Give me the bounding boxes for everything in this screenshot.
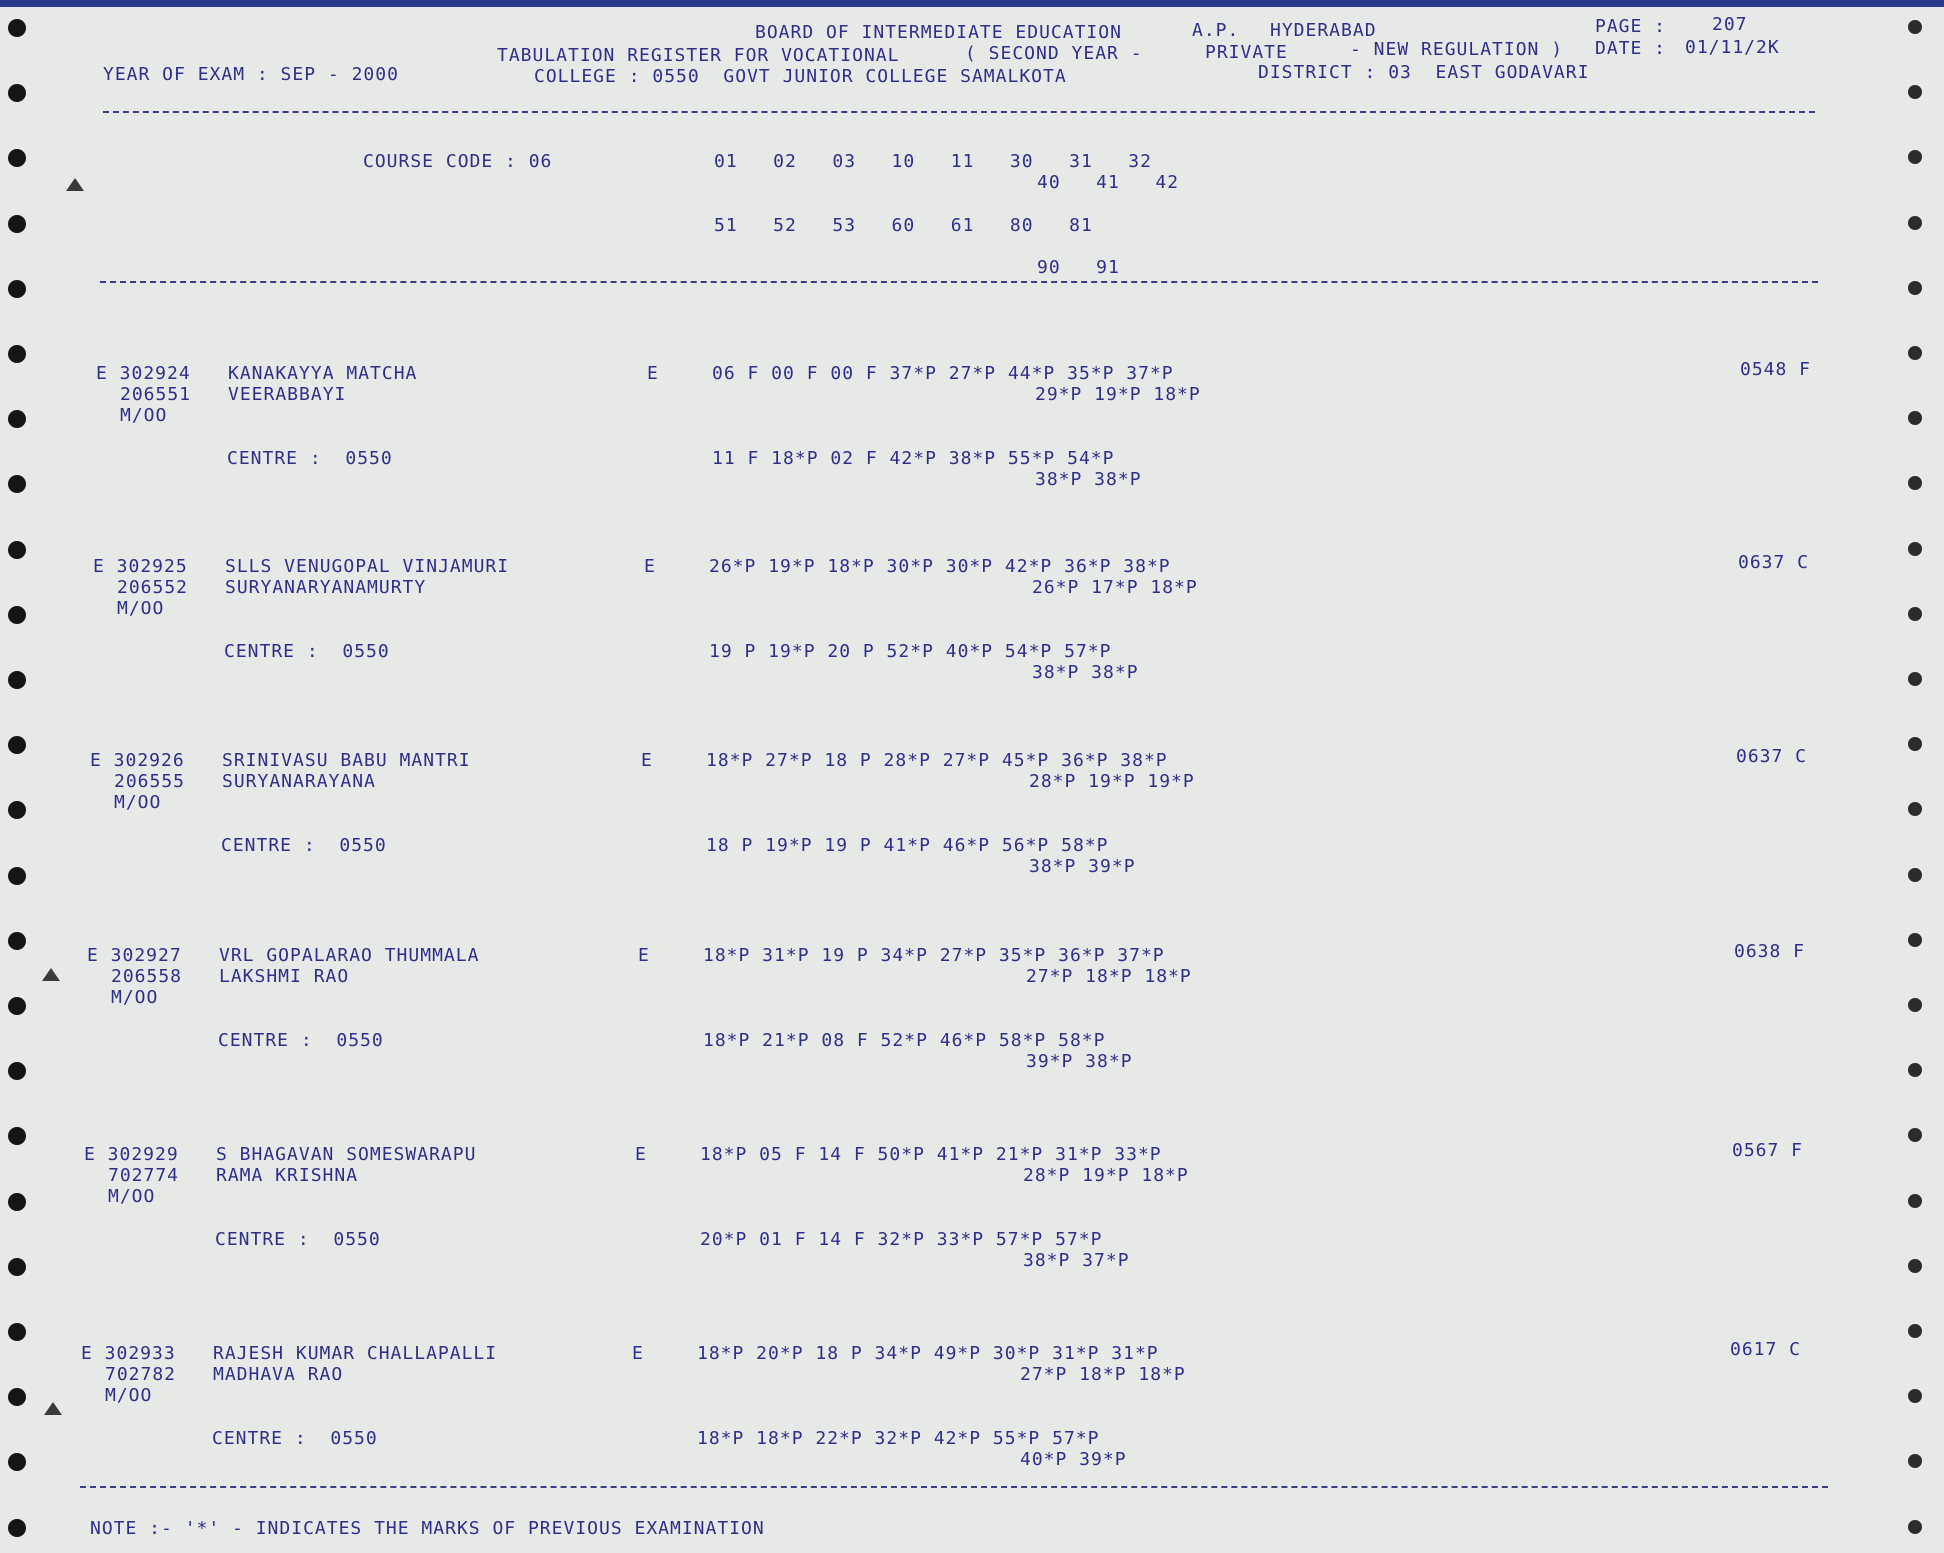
marks-line-1: 18*P 20*P 18 P 34*P 49*P 30*P 31*P 31*P (697, 1343, 1159, 1364)
district: DISTRICT : 03 EAST GODAVARI (1258, 62, 1590, 83)
feed-hole (8, 475, 26, 493)
marks-line-2: 18 P 19*P 19 P 41*P 46*P 56*P 58*P (706, 835, 1109, 856)
category: M/OO (111, 987, 159, 1008)
city: HYDERABAD (1270, 20, 1377, 41)
feed-hole (1908, 868, 1922, 882)
feed-hole (1908, 1520, 1922, 1534)
feed-hole (1908, 281, 1922, 295)
marks-line-1: 18*P 05 F 14 F 50*P 41*P 21*P 31*P 33*P (700, 1144, 1162, 1165)
margin-mark (42, 968, 60, 981)
marks-line-1: 26*P 19*P 18*P 30*P 30*P 42*P 36*P 38*P (709, 556, 1171, 577)
feed-hole (1908, 216, 1922, 230)
hall-ticket-number: 206551 (120, 384, 192, 405)
feed-hole (8, 736, 26, 754)
year-type: ( SECOND YEAR - (965, 43, 1143, 64)
marks-line-2b: 38*P 38*P (1035, 469, 1142, 490)
category: M/OO (108, 1186, 156, 1207)
feed-hole (8, 1519, 26, 1537)
marks-line-2: 18*P 18*P 22*P 32*P 42*P 55*P 57*P (697, 1428, 1100, 1449)
marks-line-1: 18*P 27*P 18 P 28*P 27*P 45*P 36*P 38*P (706, 750, 1168, 771)
feed-hole (1908, 150, 1922, 164)
medium: E (647, 363, 659, 384)
left-tractor-holes (0, 0, 30, 1553)
feed-hole (8, 1388, 26, 1406)
roll-number: E 302933 (81, 1343, 176, 1364)
father-name: SURYANARYANAMURTY (225, 577, 427, 598)
exam-centre: CENTRE : 0550 (227, 448, 393, 469)
exam-centre: CENTRE : 0550 (218, 1030, 384, 1051)
feed-hole (8, 541, 26, 559)
paper-top-band (0, 0, 1944, 7)
college: COLLEGE : 0550 GOVT JUNIOR COLLEGE SAMALKOTA (534, 66, 1067, 87)
feed-hole (8, 280, 26, 298)
marks-line-1b: 27*P 18*P 18*P (1020, 1364, 1186, 1385)
exam-centre: CENTRE : 0550 (212, 1428, 378, 1449)
feed-hole (8, 215, 26, 233)
total-and-result: 0617 C (1730, 1339, 1802, 1360)
hall-ticket-number: 206552 (117, 577, 189, 598)
exam-centre: CENTRE : 0550 (224, 641, 390, 662)
feed-hole (8, 1323, 26, 1341)
marks-line-1b: 28*P 19*P 19*P (1029, 771, 1195, 792)
feed-hole (8, 801, 26, 819)
marks-line-1b: 27*P 18*P 18*P (1026, 966, 1192, 987)
feed-hole (8, 606, 26, 624)
feed-hole (8, 84, 26, 102)
feed-hole (1908, 607, 1922, 621)
exam-centre: CENTRE : 0550 (215, 1229, 381, 1250)
feed-hole (1908, 1389, 1922, 1403)
state: A.P. (1192, 20, 1240, 41)
date-label: DATE : (1595, 38, 1667, 59)
feed-hole (1908, 1454, 1922, 1468)
register-title: TABULATION REGISTER FOR VOCATIONAL (497, 45, 900, 66)
hall-ticket-number: 702782 (105, 1364, 177, 1385)
feed-hole (8, 1258, 26, 1276)
marks-line-1b: 29*P 19*P 18*P (1035, 384, 1201, 405)
marks-line-2: 18*P 21*P 08 F 52*P 46*P 58*P 58*P (703, 1030, 1106, 1051)
marks-line-1: 18*P 31*P 19 P 34*P 27*P 35*P 36*P 37*P (703, 945, 1165, 966)
year-of-exam: YEAR OF EXAM : SEP - 2000 (103, 64, 399, 85)
category: M/OO (105, 1385, 153, 1406)
total-and-result: 0638 F (1734, 941, 1806, 962)
roll-number: E 302925 (93, 556, 188, 577)
right-tractor-holes (1900, 0, 1930, 1553)
father-name: VEERABBAYI (228, 384, 347, 405)
father-name: LAKSHMI RAO (219, 966, 350, 987)
medium: E (632, 1343, 644, 1364)
medium: E (644, 556, 656, 577)
marks-line-1b: 26*P 17*P 18*P (1032, 577, 1198, 598)
category: M/OO (120, 405, 168, 426)
feed-hole (1908, 1194, 1922, 1208)
hall-ticket-number: 206555 (114, 771, 186, 792)
student-name: S BHAGAVAN SOMESWARAPU (216, 1144, 477, 1165)
feed-hole (8, 410, 26, 428)
feed-hole (1908, 672, 1922, 686)
board-name: BOARD OF INTERMEDIATE EDUCATION (755, 22, 1122, 43)
footer-note: NOTE :- '*' - INDICATES THE MARKS OF PREVIOUS EXAMINATION (90, 1518, 765, 1539)
total-and-result: 0567 F (1732, 1140, 1804, 1161)
feed-hole (8, 149, 26, 167)
student-name: VRL GOPALARAO THUMMALA (219, 945, 480, 966)
feed-hole (1908, 346, 1922, 360)
feed-hole (8, 345, 26, 363)
footer-rule (80, 1486, 1828, 1488)
marks-line-2b: 38*P 37*P (1023, 1250, 1130, 1271)
feed-hole (1908, 737, 1922, 751)
marks-line-1: 06 F 00 F 00 F 37*P 27*P 44*P 35*P 37*P (712, 363, 1174, 384)
header-rule (103, 111, 1815, 113)
feed-hole (1908, 85, 1922, 99)
marks-line-2: 11 F 18*P 02 F 42*P 38*P 55*P 54*P (712, 448, 1115, 469)
hall-ticket-number: 702774 (108, 1165, 180, 1186)
feed-hole (1908, 542, 1922, 556)
feed-hole (1908, 802, 1922, 816)
exam-mode: PRIVATE (1205, 42, 1288, 63)
total-and-result: 0637 C (1736, 746, 1808, 767)
feed-hole (8, 19, 26, 37)
student-name: SRINIVASU BABU MANTRI (222, 750, 471, 771)
feed-hole (1908, 476, 1922, 490)
father-name: SURYANARAYANA (222, 771, 376, 792)
feed-hole (1908, 1063, 1922, 1077)
marks-line-2b: 38*P 39*P (1029, 856, 1136, 877)
roll-number: E 302926 (90, 750, 185, 771)
course-rule (100, 281, 1818, 283)
feed-hole (8, 1127, 26, 1145)
marks-line-2b: 38*P 38*P (1032, 662, 1139, 683)
regulation: - NEW REGULATION ) (1350, 39, 1564, 60)
marks-line-2: 19 P 19*P 20 P 52*P 40*P 54*P 57*P (709, 641, 1112, 662)
category: M/OO (114, 792, 162, 813)
feed-hole (8, 1453, 26, 1471)
course-code: COURSE CODE : 06 (363, 151, 553, 172)
feed-hole (8, 867, 26, 885)
feed-hole (1908, 933, 1922, 947)
feed-hole (8, 997, 26, 1015)
marks-line-2b: 39*P 38*P (1026, 1051, 1133, 1072)
medium: E (641, 750, 653, 771)
hall-ticket-number: 206558 (111, 966, 183, 987)
subject-codes-row-2: 51 52 53 60 61 80 81 (714, 215, 1093, 236)
marks-line-1b: 28*P 19*P 18*P (1023, 1165, 1189, 1186)
print-date: 01/11/2K (1685, 37, 1780, 58)
feed-hole (1908, 1259, 1922, 1273)
roll-number: E 302927 (87, 945, 182, 966)
margin-mark (44, 1402, 62, 1415)
feed-hole (1908, 1128, 1922, 1142)
subject-codes-row-1: 01 02 03 10 11 30 31 32 (714, 151, 1152, 172)
medium: E (635, 1144, 647, 1165)
father-name: MADHAVA RAO (213, 1364, 344, 1385)
page-label: PAGE : (1595, 16, 1667, 37)
roll-number: E 302929 (84, 1144, 179, 1165)
medium: E (638, 945, 650, 966)
margin-mark (66, 178, 84, 191)
feed-hole (1908, 411, 1922, 425)
page-number: 207 (1712, 14, 1748, 35)
exam-centre: CENTRE : 0550 (221, 835, 387, 856)
father-name: RAMA KRISHNA (216, 1165, 359, 1186)
feed-hole (1908, 20, 1922, 34)
subject-codes-row-1b: 40 41 42 (1037, 172, 1180, 193)
feed-hole (8, 1062, 26, 1080)
feed-hole (1908, 998, 1922, 1012)
feed-hole (1908, 1324, 1922, 1338)
roll-number: E 302924 (96, 363, 191, 384)
marks-line-2b: 40*P 39*P (1020, 1449, 1127, 1470)
marks-line-2: 20*P 01 F 14 F 32*P 33*P 57*P 57*P (700, 1229, 1103, 1250)
student-name: RAJESH KUMAR CHALLAPALLI (213, 1343, 498, 1364)
feed-hole (8, 671, 26, 689)
feed-hole (8, 932, 26, 950)
feed-hole (8, 1193, 26, 1211)
subject-codes-row-3: 90 91 (1037, 257, 1120, 278)
total-and-result: 0548 F (1740, 359, 1812, 380)
category: M/OO (117, 598, 165, 619)
total-and-result: 0637 C (1738, 552, 1810, 573)
student-name: KANAKAYYA MATCHA (228, 363, 418, 384)
student-name: SLLS VENUGOPAL VINJAMURI (225, 556, 510, 577)
